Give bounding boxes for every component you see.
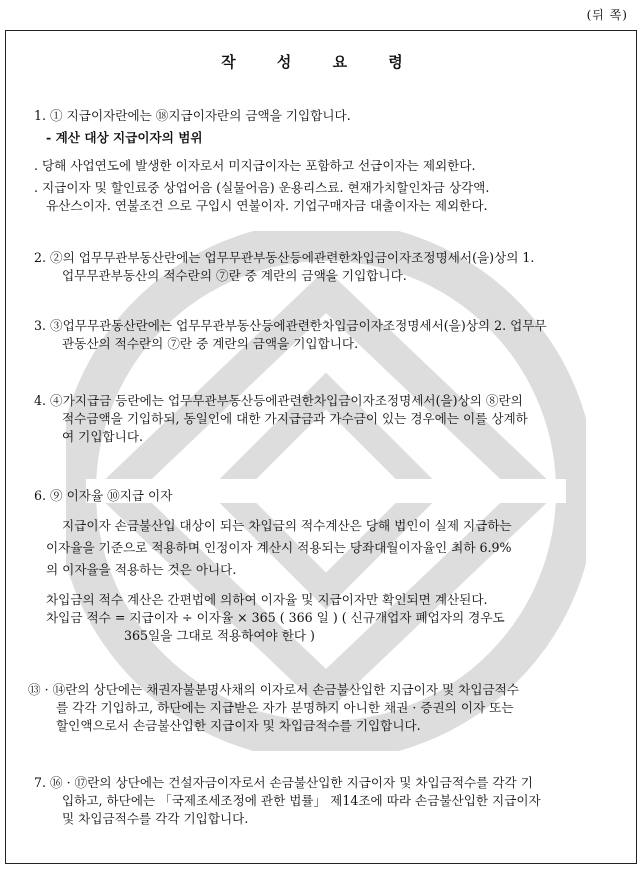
- section-1-bullet-cont: 유산스이자. 연불조건 으로 구입시 연불이자. 기업구매자금 대출이자는 제외한다.: [46, 198, 488, 213]
- section-1-bullet: . 당해 사업연도에 발생한 이자로서 미지급이자는 포함하고 선급이자는 제외한다.: [34, 158, 476, 173]
- section-13-line: 를 각각 기입하고, 하단에는 지급받은 자가 분명하지 아니한 채권 · 증권의 이자 또는: [56, 700, 514, 715]
- section-6-text: 차입금의 적수 계산은 간편법에 의하여 이자율 및 지급이자만 확인되면 계산된다.: [46, 592, 488, 607]
- document-frame: [5, 30, 637, 864]
- section-1-bullet: . 지급이자 및 할인료중 상업어음 (실물어음) 운용리스료. 현재가치할인차금 상각액.: [34, 180, 490, 195]
- section-4-line: 4. ④가지급금 등란에는 업무무관부동산등에관련한차입금이자조정명세서(을)상의 ⑧란의: [34, 393, 523, 408]
- section-7-line: 7. ⑯ · ⑰란의 상단에는 건설자금이자로서 손금불산입한 지급이자 및 차입금적수를 각각 기: [34, 775, 533, 790]
- section-3-line: 관동산의 적수란의 ⑦란 중 계란의 금액을 기입합니다.: [62, 336, 359, 351]
- section-6-text: 지급이자 손금불산입 대상이 되는 차입금의 적수계산은 당해 법인이 실제 지급하는: [62, 518, 512, 533]
- section-2-line: 2. ②의 업무무관부동산란에는 업무무관부동산등에관련한차입금이자조정명세서(을)상의 1.: [34, 250, 535, 265]
- section-3-line: 3. ③업무무관동산란에는 업무무관부동산등에관련한차입금이자조정명세서(을)상의 2. 업무무: [34, 318, 547, 333]
- section-13: [28, 681, 628, 735]
- section-4: [34, 392, 628, 446]
- section-6: [34, 487, 628, 645]
- section-6-formula: 차입금 적수 = 지급이자 ÷ 이자율 × 365 ( 366 일 ) ( 신규개업자 폐업자의 경우도: [46, 610, 505, 625]
- section-13-line: 할인액으로서 손금불산입한 지급이자 및 차입금적수를 기입합니다.: [56, 718, 421, 733]
- section-6-heading: 6. ⑨ 이자율 ⑩지급 이자: [34, 488, 173, 503]
- section-1: [34, 107, 628, 215]
- section-6-text: 이자율을 기준으로 적용하며 인정이자 계산시 적용되는 당좌대월이자율인 최하 6.9%: [46, 540, 512, 555]
- section-4-line: 적수금액을 기입하되, 동일인에 대한 가지급금과 가수금이 있는 경우에는 이를 상계하: [62, 411, 528, 426]
- section-13-line: ⑬ · ⑭란의 상단에는 채권자불분명사채의 이자로서 손금불산입한 지급이자 및 차입금적수: [28, 682, 520, 697]
- section-2-line: 업무무관부동산의 적수란의 ⑦란 중 계란의 금액을 기입합니다.: [62, 268, 407, 283]
- section-7: [34, 774, 628, 828]
- page-note: (뒤 쪽): [586, 8, 628, 22]
- section-1-line: 1. ① 지급이자란에는 ⑱지급이자란의 금액을 기입합니다.: [34, 108, 351, 123]
- section-2: [34, 249, 628, 285]
- section-6-text: 의 이자율을 적용하는 것은 아니다.: [46, 562, 237, 577]
- section-7-line: 입하고, 하단에는 「국제조세조정에 관한 법률」 제14조에 따라 손금불산입한 지급이자: [62, 793, 541, 808]
- page-title: 작 성 요 령: [221, 53, 421, 71]
- section-4-line: 여 기입합니다.: [62, 429, 143, 444]
- section-3: [34, 317, 628, 353]
- section-7-line: 및 차입금적수를 각각 기입합니다.: [62, 811, 249, 826]
- section-6-text: 365일을 그대로 적용하여야 한다 ): [124, 628, 315, 643]
- section-1-subheading: - 계산 대상 지급이자의 범위: [46, 130, 203, 145]
